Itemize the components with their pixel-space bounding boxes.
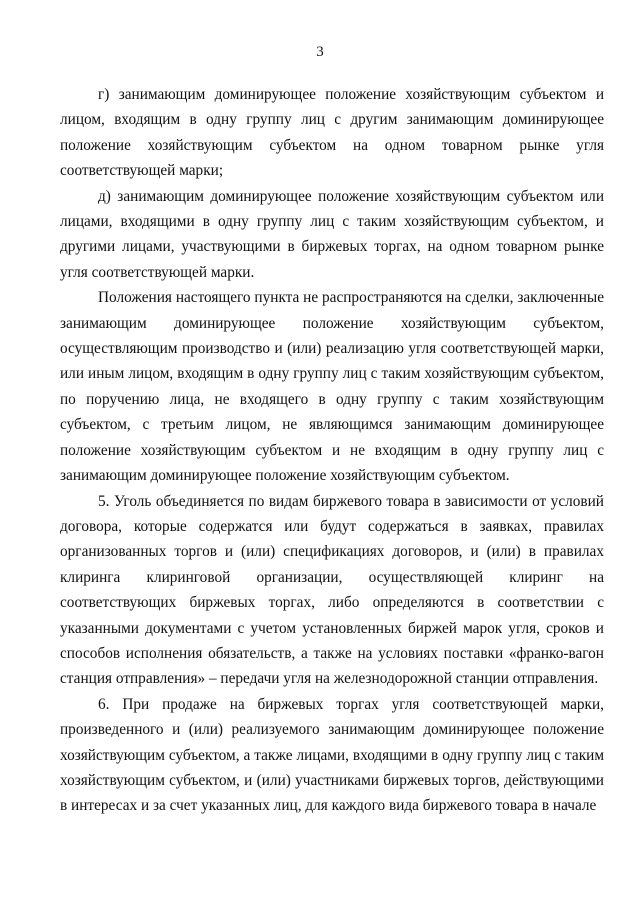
document-body (60, 82, 604, 819)
paragraph-item-6: 6. При продаже на биржевых торгах угля соответствующей марки, произведенного и (или) реализуемого занимающим доминирующее положение хозяйствующим субъектом, а также лицами, входящими в одну группу лиц с таким хозяйствующим субъектом, и (или) участниками биржевых торгов, действующими в интересах и за счет указанных лиц, для каждого вида биржевого товара в начале (60, 695, 604, 815)
page-number: 3 (316, 44, 324, 60)
paragraph-exception: Положения настоящего пункта не распространяются на сделки, заключенные занимающим доминирующее положение хозяйствующим субъектом, осуществляющим производство и (или) реализацию угля соответствующей марки, или иным лицом, входящим в одну группу лиц с таким хозяйствующим субъектом, по поручению лица, не входящего в одну группу с таким хозяйствующим субъектом, с третьим лицом, не являющимся занимающим доминирующее положение хозяйствующим субъектом и не входящим в одну группу лиц с занимающим доминирующее положение хозяйствующим субъектом. (60, 289, 604, 485)
paragraph-item-5: 5. Уголь объединяется по видам биржевого товара в зависимости от условий договора, которые содержатся или будут содержаться в заявках, правилах организованных торгов и (или) спецификациях договоров, и (или) в правилах клиринга клиринговой организации, осуществляющей клиринг на соответствующих биржевых торгах, либо определяются в соответствии с указанными документами с учетом установленных биржей марок угля, сроков и способов исполнения обязательств, а также на условиях поставки «франко-вагон станция отправления» – передачи угля на железнодорожной станции отправления. (60, 492, 604, 688)
paragraph-g: г) занимающим доминирующее положение хозяйствующим субъектом и лицом, входящим в одну группу лиц с другим занимающим доминирующее положение хозяйствующим субъектом на одном товарном рынке угля соответствующей марки; (60, 86, 604, 180)
paragraph-d: д) занимающим доминирующее положение хозяйствующим субъектом или лицами, входящими в одну группу лиц с таким хозяйствующим субъектом, и другими лицами, участвующими в биржевых торгах, на одном товарном рынке угля соответствующей марки. (60, 187, 604, 281)
